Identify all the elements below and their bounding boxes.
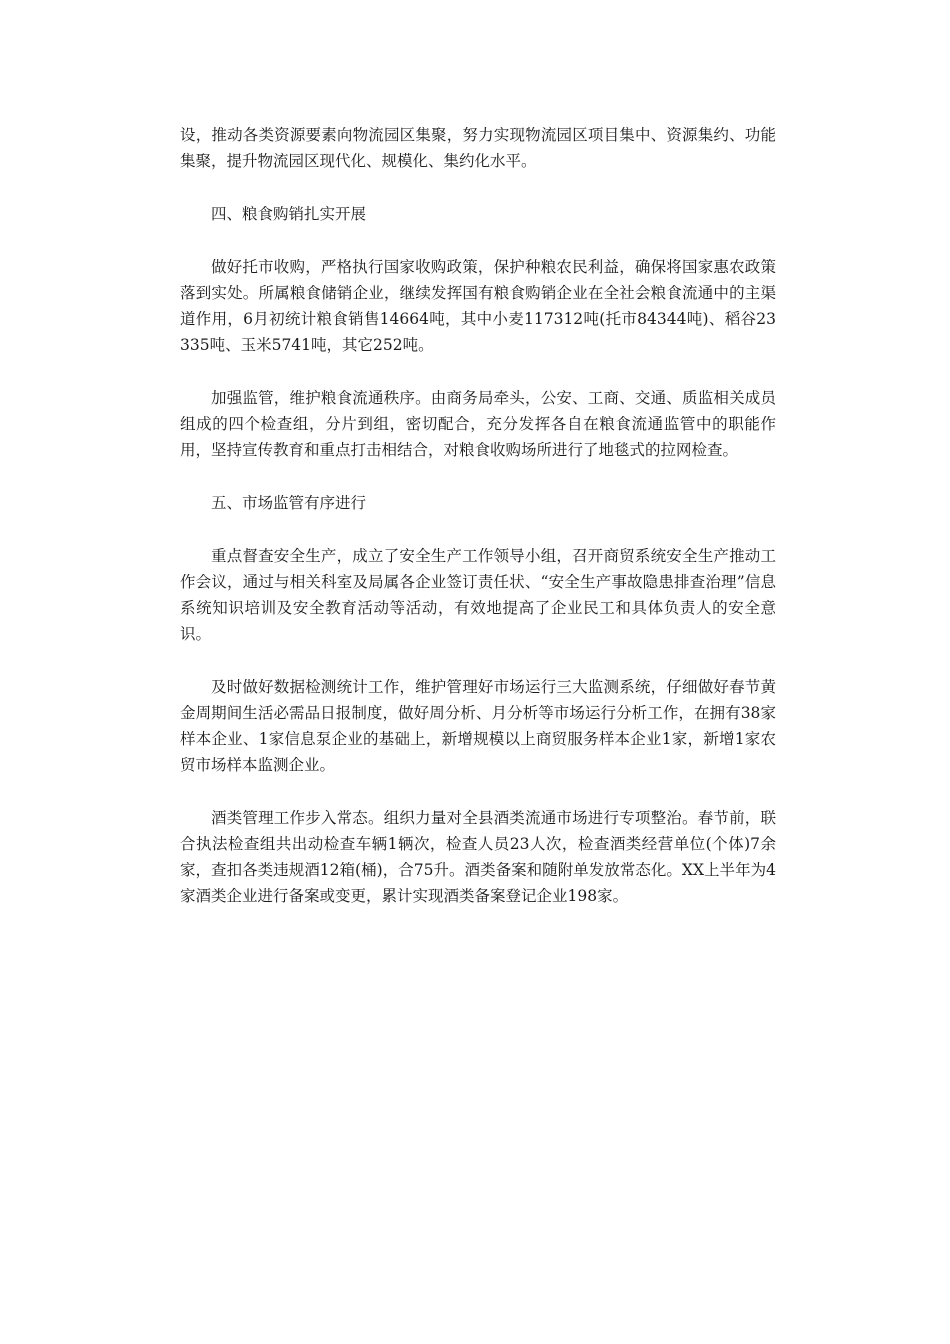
document-body [180,122,776,936]
paragraph-statistics: 及时做好数据检测统计工作，维护管理好市场运行三大监测系统，仔细做好春节黄金周期间生活必需品日报制度，做好周分析、月分析等市场运行分析工作，在拥有38家样本企业、1家信息泵企业的基础上，新增规模以上商贸服务样本企业1家，新增1家农贸市场样本监测企业。 [180,678,776,774]
paragraph-safety: 重点督查安全生产，成立了安全生产工作领导小组，召开商贸系统安全生产推动工作会议，通过与相关科室及局属各企业签订责任状、“安全生产事故隐患排查治理”信息系统知识培训及安全教育活动等活动，有效地提高了企业民工和具体负责人的安全意识。 [180,547,776,643]
section-heading-market: 五、市场监管有序进行 [211,494,367,512]
paragraph-continuation: 设，推动各类资源要素向物流园区集聚，努力实现物流园区项目集中、资源集约、功能集聚，提升物流园区现代化、规模化、集约化水平。 [180,126,776,170]
paragraph-grain-purchase: 做好托市收购，严格执行国家收购政策，保护种粮农民利益，确保将国家惠农政策落到实处。所属粮食储销企业，继续发挥国有粮食购销企业在全社会粮食流通中的主渠道作用，6月初统计粮食销售14664吨，其中小麦117312吨(托市84344吨)、稻谷23335吨、玉米5741吨，其它252吨。 [180,258,776,354]
paragraph-grain-supervision: 加强监管，维护粮食流通秩序。由商务局牵头，公安、工商、交通、质监相关成员组成的四个检查组，分片到组，密切配合，充分发挥各自在粮食流通监管中的职能作用，坚持宣传教育和重点打击相结合，对粮食收购场所进行了地毯式的拉网检查。 [180,389,776,459]
section-heading-grain: 四、粮食购销扎实开展 [211,205,367,223]
paragraph-liquor: 酒类管理工作步入常态。组织力量对全县酒类流通市场进行专项整治。春节前，联合执法检查组共出动检查车辆1辆次，检查人员23人次，检查酒类经营单位(个体)7余家，查扣各类违规酒12箱(桶)，合75升。酒类备案和随附单发放常态化。XX上半年为4家酒类企业进行备案或变更，累计实现酒类备案登记企业198家。 [180,809,776,905]
